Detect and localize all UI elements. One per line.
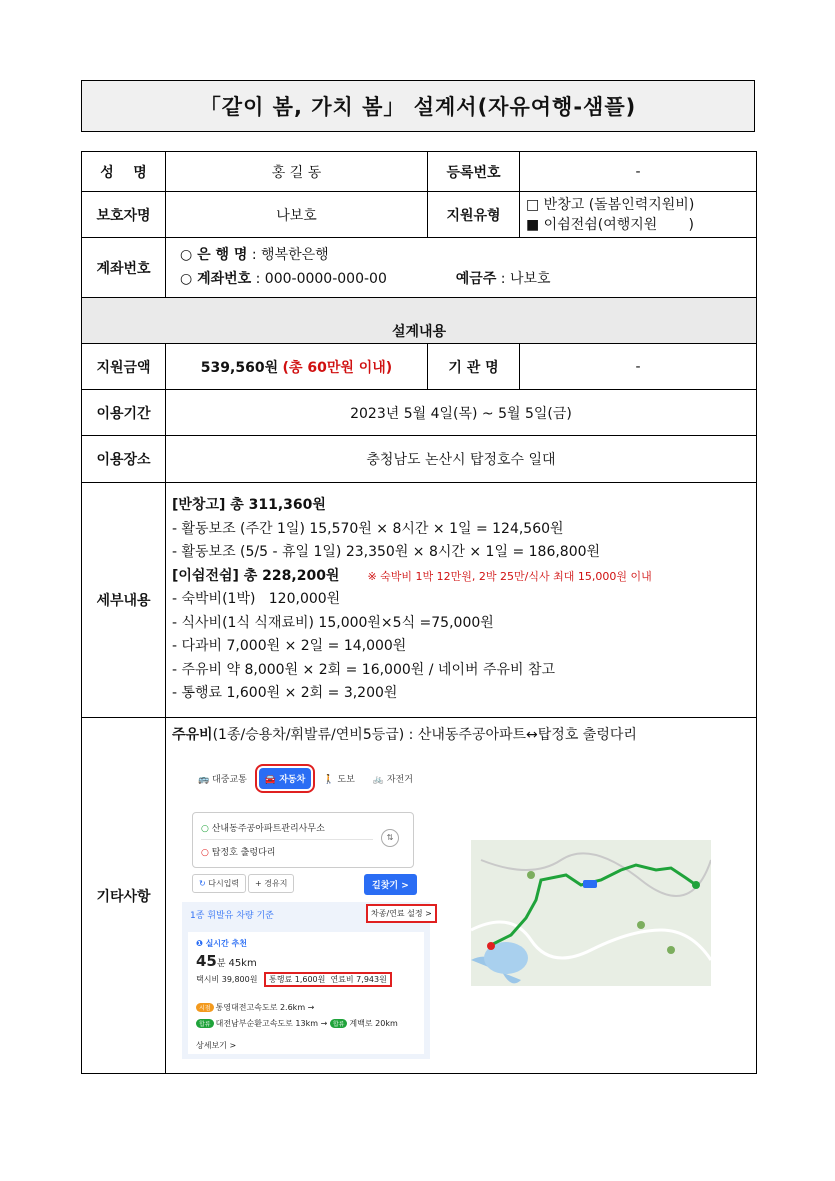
tab-transit[interactable]: 🚌 대중교통 (198, 774, 247, 785)
tab-walk[interactable]: 🚶 도보 (323, 774, 355, 785)
other-label: 기타사항 (82, 718, 166, 1074)
details-value (166, 483, 757, 718)
origin-dot-icon: ○ (201, 823, 209, 834)
support-type-option-2: ■ 이쉼전쉼(여행지원 ) (526, 216, 694, 233)
amount-limit-note: (총 60만원 이내) (282, 359, 393, 376)
map-park-icon (527, 871, 535, 879)
swap-icon[interactable]: ⇅ (381, 829, 399, 847)
amount-label: 지원금액 (82, 344, 166, 390)
destination-field[interactable]: ○ 탑정호 출렁다리 (201, 847, 276, 858)
guardian-value: 나보호 (166, 192, 428, 238)
details-label: 세부내용 (82, 483, 166, 718)
tab-car[interactable]: 🚘 자동차 (259, 768, 311, 789)
support-type-label: 지원유형 (428, 192, 520, 238)
details-line-1: - 활동보조 (주간 1일) 15,570원 × 8시간 × 1일 = 124,560원 (172, 520, 564, 537)
agency-value: - (520, 344, 757, 390)
details-line-5: - 다과비 7,000원 × 2일 = 14,000원 (172, 638, 407, 655)
support-type-option-1: □ 반창고 (돌봄인력지원비) (526, 196, 695, 213)
find-route-button[interactable]: 길찾기 > (364, 874, 417, 895)
route-input-box (192, 812, 414, 868)
place-label: 이용장소 (82, 436, 166, 483)
design-section-title: 설계내용 (391, 324, 447, 340)
details-limit-note: ※ 숙박비 1박 12만원, 2박 25만/식사 최대 15,000원 이내 (367, 569, 652, 583)
details-line-4: - 식사비(1식 식재료비) 15,000원×5식 =75,000원 (172, 614, 494, 631)
design-section-header (82, 298, 757, 344)
travel-time: 45분 45km (196, 951, 257, 970)
tab-bike[interactable]: 🚲 자전거 (372, 774, 413, 785)
vehicle-setting-button[interactable]: 차종/연료 설정 > (366, 904, 437, 923)
amount-value (166, 344, 428, 390)
details-line-7: - 통행료 1,600원 × 2회 = 3,200원 (172, 685, 398, 702)
name-label: 성 명 (82, 152, 166, 192)
bank-value: : 행복한은행 (247, 247, 329, 263)
place-value: 충청남도 논산시 탑정호수 일대 (166, 436, 757, 483)
road-step-1: 시점 통영대전고속도로 2.6km → (196, 1002, 314, 1013)
reg-no-label: 등록번호 (428, 152, 520, 192)
route-screenshot (182, 762, 430, 1059)
waypoint-button[interactable]: + 경유지 (248, 874, 294, 893)
fuel-label: 주유비 (172, 727, 213, 743)
details-line-2: - 활동보조 (5/5 - 휴일 1일) 23,350원 × 8시간 × 1일 = 186,800원 (172, 544, 601, 561)
taxi-fare: 택시비 39,800원 (196, 974, 258, 984)
account-no-value: : 000-0000-000-00 (251, 270, 387, 287)
details-line-3: - 숙박비(1박) 120,000원 (172, 591, 341, 608)
amount-number: 539,560원 (200, 359, 279, 376)
details-heading-2: [이쉼전쉼] 총 228,200원 (172, 567, 340, 584)
holder-value: : 나보호 (496, 270, 551, 287)
fuel-route-text: (1종/승용차/휘발류/연비5등급) : 산내동주공아파트↔탑정호 출렁다리 (212, 727, 637, 743)
period-value: 2023년 5월 4일(목) ~ 5월 5일(금) (166, 390, 757, 436)
origin-field[interactable]: ○ 산내동주공아파트관리사무소 (201, 823, 325, 834)
details-link[interactable]: 상세보기 > (196, 1040, 237, 1050)
account-label: 계좌번호 (82, 238, 166, 298)
route-map (471, 840, 711, 986)
map-park-icon-2 (637, 921, 645, 929)
account-no-label: ○ 계좌번호 (180, 270, 252, 287)
details-heading-1: [반창고] 총 311,360원 (172, 497, 326, 514)
reset-button[interactable]: ↻ 다시입력 (192, 874, 246, 893)
bank-label: ○ 은 행 명 (180, 247, 248, 263)
details-line-6: - 주유비 약 8,000원 × 2회 = 16,000원 / 네이버 주유비 참고 (172, 661, 556, 678)
period-label: 이용기간 (82, 390, 166, 436)
account-value (166, 238, 757, 298)
support-type-value (520, 192, 757, 238)
holder-label: 예금주 (455, 270, 497, 287)
toll-fuel-box: 통행료 1,600원 연료비 7,943원 (264, 972, 392, 987)
route-result-card[interactable] (188, 932, 424, 1054)
guardian-label: 보호자명 (82, 192, 166, 238)
document-title: 「같이 봄, 가치 봄」 설계서(자유여행-샘플) (81, 80, 755, 132)
reg-no-value: - (520, 152, 757, 192)
refresh-icon: ↻ (199, 878, 206, 888)
transport-tabs (192, 768, 419, 789)
cost-line (196, 974, 392, 985)
origin-marker (692, 881, 700, 889)
agency-label: 기 관 명 (428, 344, 520, 390)
destination-marker (487, 942, 495, 950)
road-step-2: 합류 대전남부순환고속도로 13km → 합류 계백로 20km (196, 1018, 398, 1029)
realtime-badge: ❶ 실시간 추천 (196, 938, 247, 948)
name-value: 홍 길 동 (166, 152, 428, 192)
map-park-icon-3 (667, 946, 675, 954)
destination-dot-icon: ○ (201, 847, 209, 858)
highway-badge (583, 880, 597, 888)
vehicle-basis: 1종 휘발유 차량 기준 (190, 910, 274, 921)
